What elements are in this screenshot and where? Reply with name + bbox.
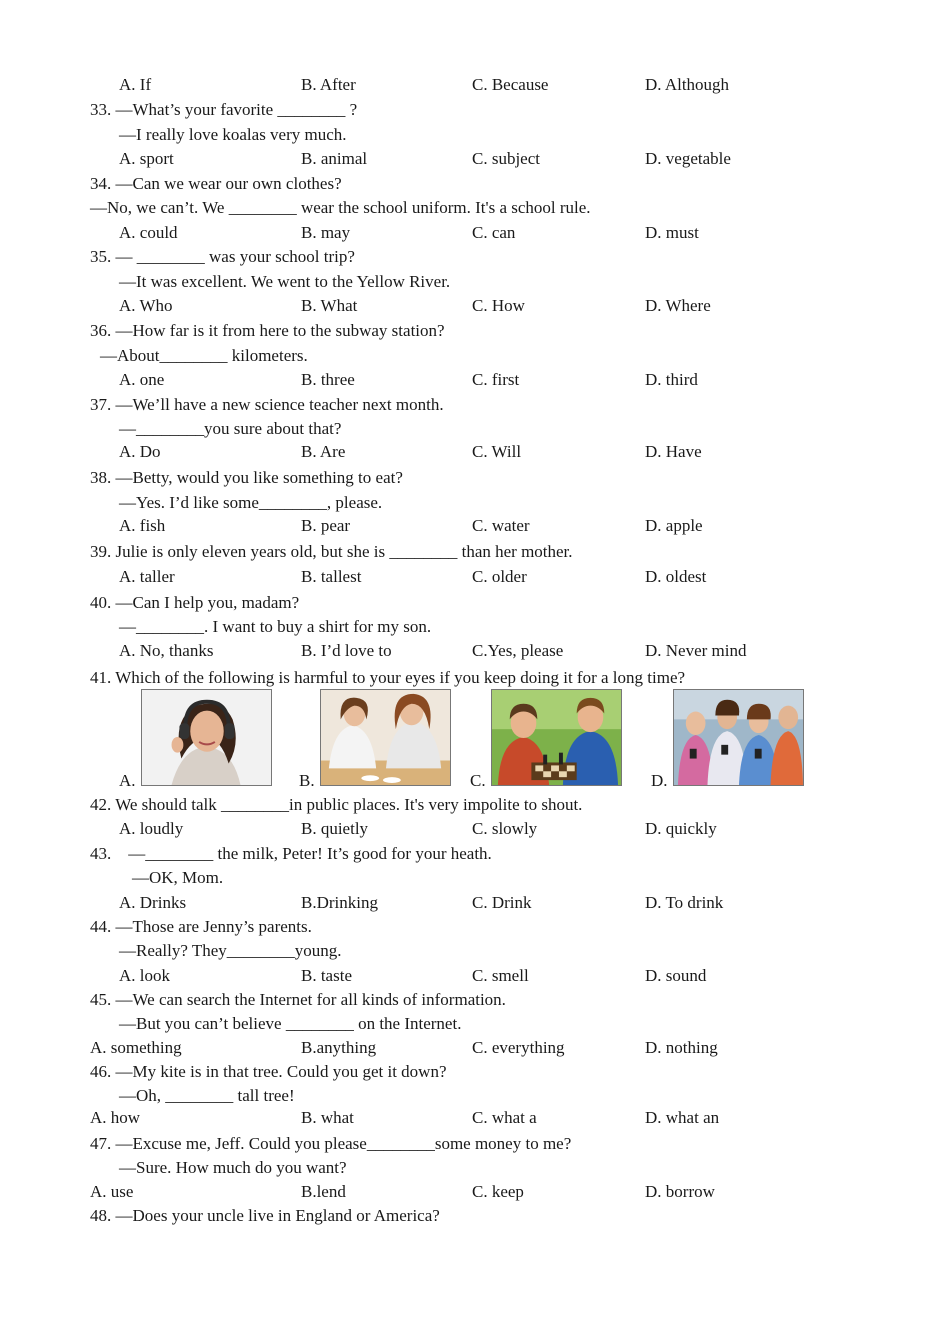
answer-option-a: A. could [119,223,178,242]
question-line: —Really? They________young. [119,941,342,960]
question-line: 34. —Can we wear our own clothes? [90,174,342,193]
question-line: 47. —Excuse me, Jeff. Could you please________some money to me? [90,1134,572,1153]
girl-with-headphones-image [141,689,272,786]
question-line: —Sure. How much do you want? [119,1158,347,1177]
answer-option-b: B.anything [301,1038,377,1057]
answer-option-b: B. tallest [301,567,362,586]
answer-option-a: A. taller [119,567,175,586]
answer-option-a: A. No, thanks [119,641,214,660]
answer-option-a: A. If [119,75,152,94]
answer-option-a: A. one [119,370,165,389]
answer-option-a: A. fish [119,516,166,535]
question-line: —Yes. I’d like some________, please. [119,493,383,512]
question-line: 39. Julie is only eleven years old, but she is ________ than her mother. [90,542,573,561]
answer-option-d: D. oldest [645,567,707,586]
answer-option-d: D. sound [645,966,707,985]
answer-option-d: D. borrow [645,1182,715,1201]
answer-option-c: C. smell [472,966,529,985]
answer-option-b: B. animal [301,149,368,168]
picture-option-label: B. [299,771,315,790]
answer-option-b: B. Are [301,442,346,461]
answer-option-b: B.lend [301,1182,346,1201]
answer-option-c: C. older [472,567,527,586]
question-line: —________. I want to buy a shirt for my son. [119,617,432,636]
question-line: —No, we can’t. We ________ wear the school uniform. It's a school rule. [90,198,591,217]
answer-option-a: A. how [90,1108,141,1127]
answer-option-d: D. third [645,370,698,389]
question-line: 37. —We’ll have a new science teacher next month. [90,395,444,414]
answer-option-c: C. everything [472,1038,565,1057]
answer-option-b: B. pear [301,516,351,535]
answer-option-c: C.Yes, please [472,641,564,660]
answer-option-a: A. loudly [119,819,184,838]
answer-option-b: B. After [301,75,356,94]
answer-option-a: A. Who [119,296,173,315]
answer-option-d: D. quickly [645,819,717,838]
answer-option-b: B. quietly [301,819,369,838]
answer-option-d: D. To drink [645,893,724,912]
answer-option-d: D. vegetable [645,149,731,168]
question-line: 46. —My kite is in that tree. Could you get it down? [90,1062,447,1081]
question-line: 48. —Does your uncle live in England or America? [90,1206,440,1225]
question-line: 35. — ________ was your school trip? [90,247,355,266]
answer-option-d: D. Although [645,75,730,94]
answer-option-b: B.Drinking [301,893,378,912]
question-line: 36. —How far is it from here to the subway station? [90,321,445,340]
answer-option-c: C. How [472,296,525,315]
answer-option-a: A. sport [119,149,174,168]
question-line: 42. We should talk ________in public places. It's very impolite to shout. [90,795,583,814]
question-line: —I really love koalas very much. [119,125,347,144]
girls-using-phones-image [673,689,804,786]
answer-option-c: C. first [472,370,520,389]
answer-option-c: C. Will [472,442,522,461]
question-line: —But you can’t believe ________ on the Internet. [119,1014,462,1033]
question-line: 41. Which of the following is harmful to your eyes if you keep doing it for a long time? [90,668,686,687]
question-line: —About________ kilometers. [100,346,308,365]
question-line: —OK, Mom. [132,868,224,887]
answer-option-a: A. use [90,1182,134,1201]
picture-option-label: C. [470,771,486,790]
answer-option-c: C. slowly [472,819,538,838]
answer-option-d: D. Never mind [645,641,747,660]
question-line: —Oh, ________ tall tree! [119,1086,295,1105]
answer-option-b: B. three [301,370,355,389]
question-line: 45. —We can search the Internet for all kinds of information. [90,990,506,1009]
answer-option-a: A. something [90,1038,182,1057]
answer-option-a: A. Do [119,442,161,461]
answer-option-c: C. Because [472,75,549,94]
answer-option-d: D. apple [645,516,703,535]
answer-option-d: D. must [645,223,699,242]
answer-option-d: D. Have [645,442,702,461]
question-line: 44. —Those are Jenny’s parents. [90,917,312,936]
boys-playing-chess-image [491,689,622,786]
answer-option-d: D. nothing [645,1038,718,1057]
question-line: —________you sure about that? [119,419,342,438]
picture-option-label: A. [119,771,136,790]
answer-option-b: B. may [301,223,351,242]
question-line: —It was excellent. We went to the Yellow River. [119,272,451,291]
answer-option-d: D. what an [645,1108,720,1127]
answer-option-b: B. what [301,1108,354,1127]
answer-option-a: A. Drinks [119,893,187,912]
answer-option-b: B. What [301,296,358,315]
answer-option-c: C. what a [472,1108,537,1127]
question-line: 38. —Betty, would you like something to eat? [90,468,403,487]
girls-chatting-image [320,689,451,786]
answer-option-b: B. I’d love to [301,641,392,660]
answer-option-a: A. look [119,966,170,985]
question-line: 43. —________ the milk, Peter! It’s good for your heath. [90,844,492,863]
answer-option-c: C. can [472,223,516,242]
answer-option-c: C. water [472,516,530,535]
answer-option-c: C. keep [472,1182,524,1201]
answer-option-d: D. Where [645,296,711,315]
answer-option-c: C. subject [472,149,540,168]
picture-option-label: D. [651,771,668,790]
answer-option-c: C. Drink [472,893,532,912]
answer-option-b: B. taste [301,966,352,985]
question-line: 40. —Can I help you, madam? [90,593,300,612]
question-line: 33. —What’s your favorite ________ ? [90,100,358,119]
